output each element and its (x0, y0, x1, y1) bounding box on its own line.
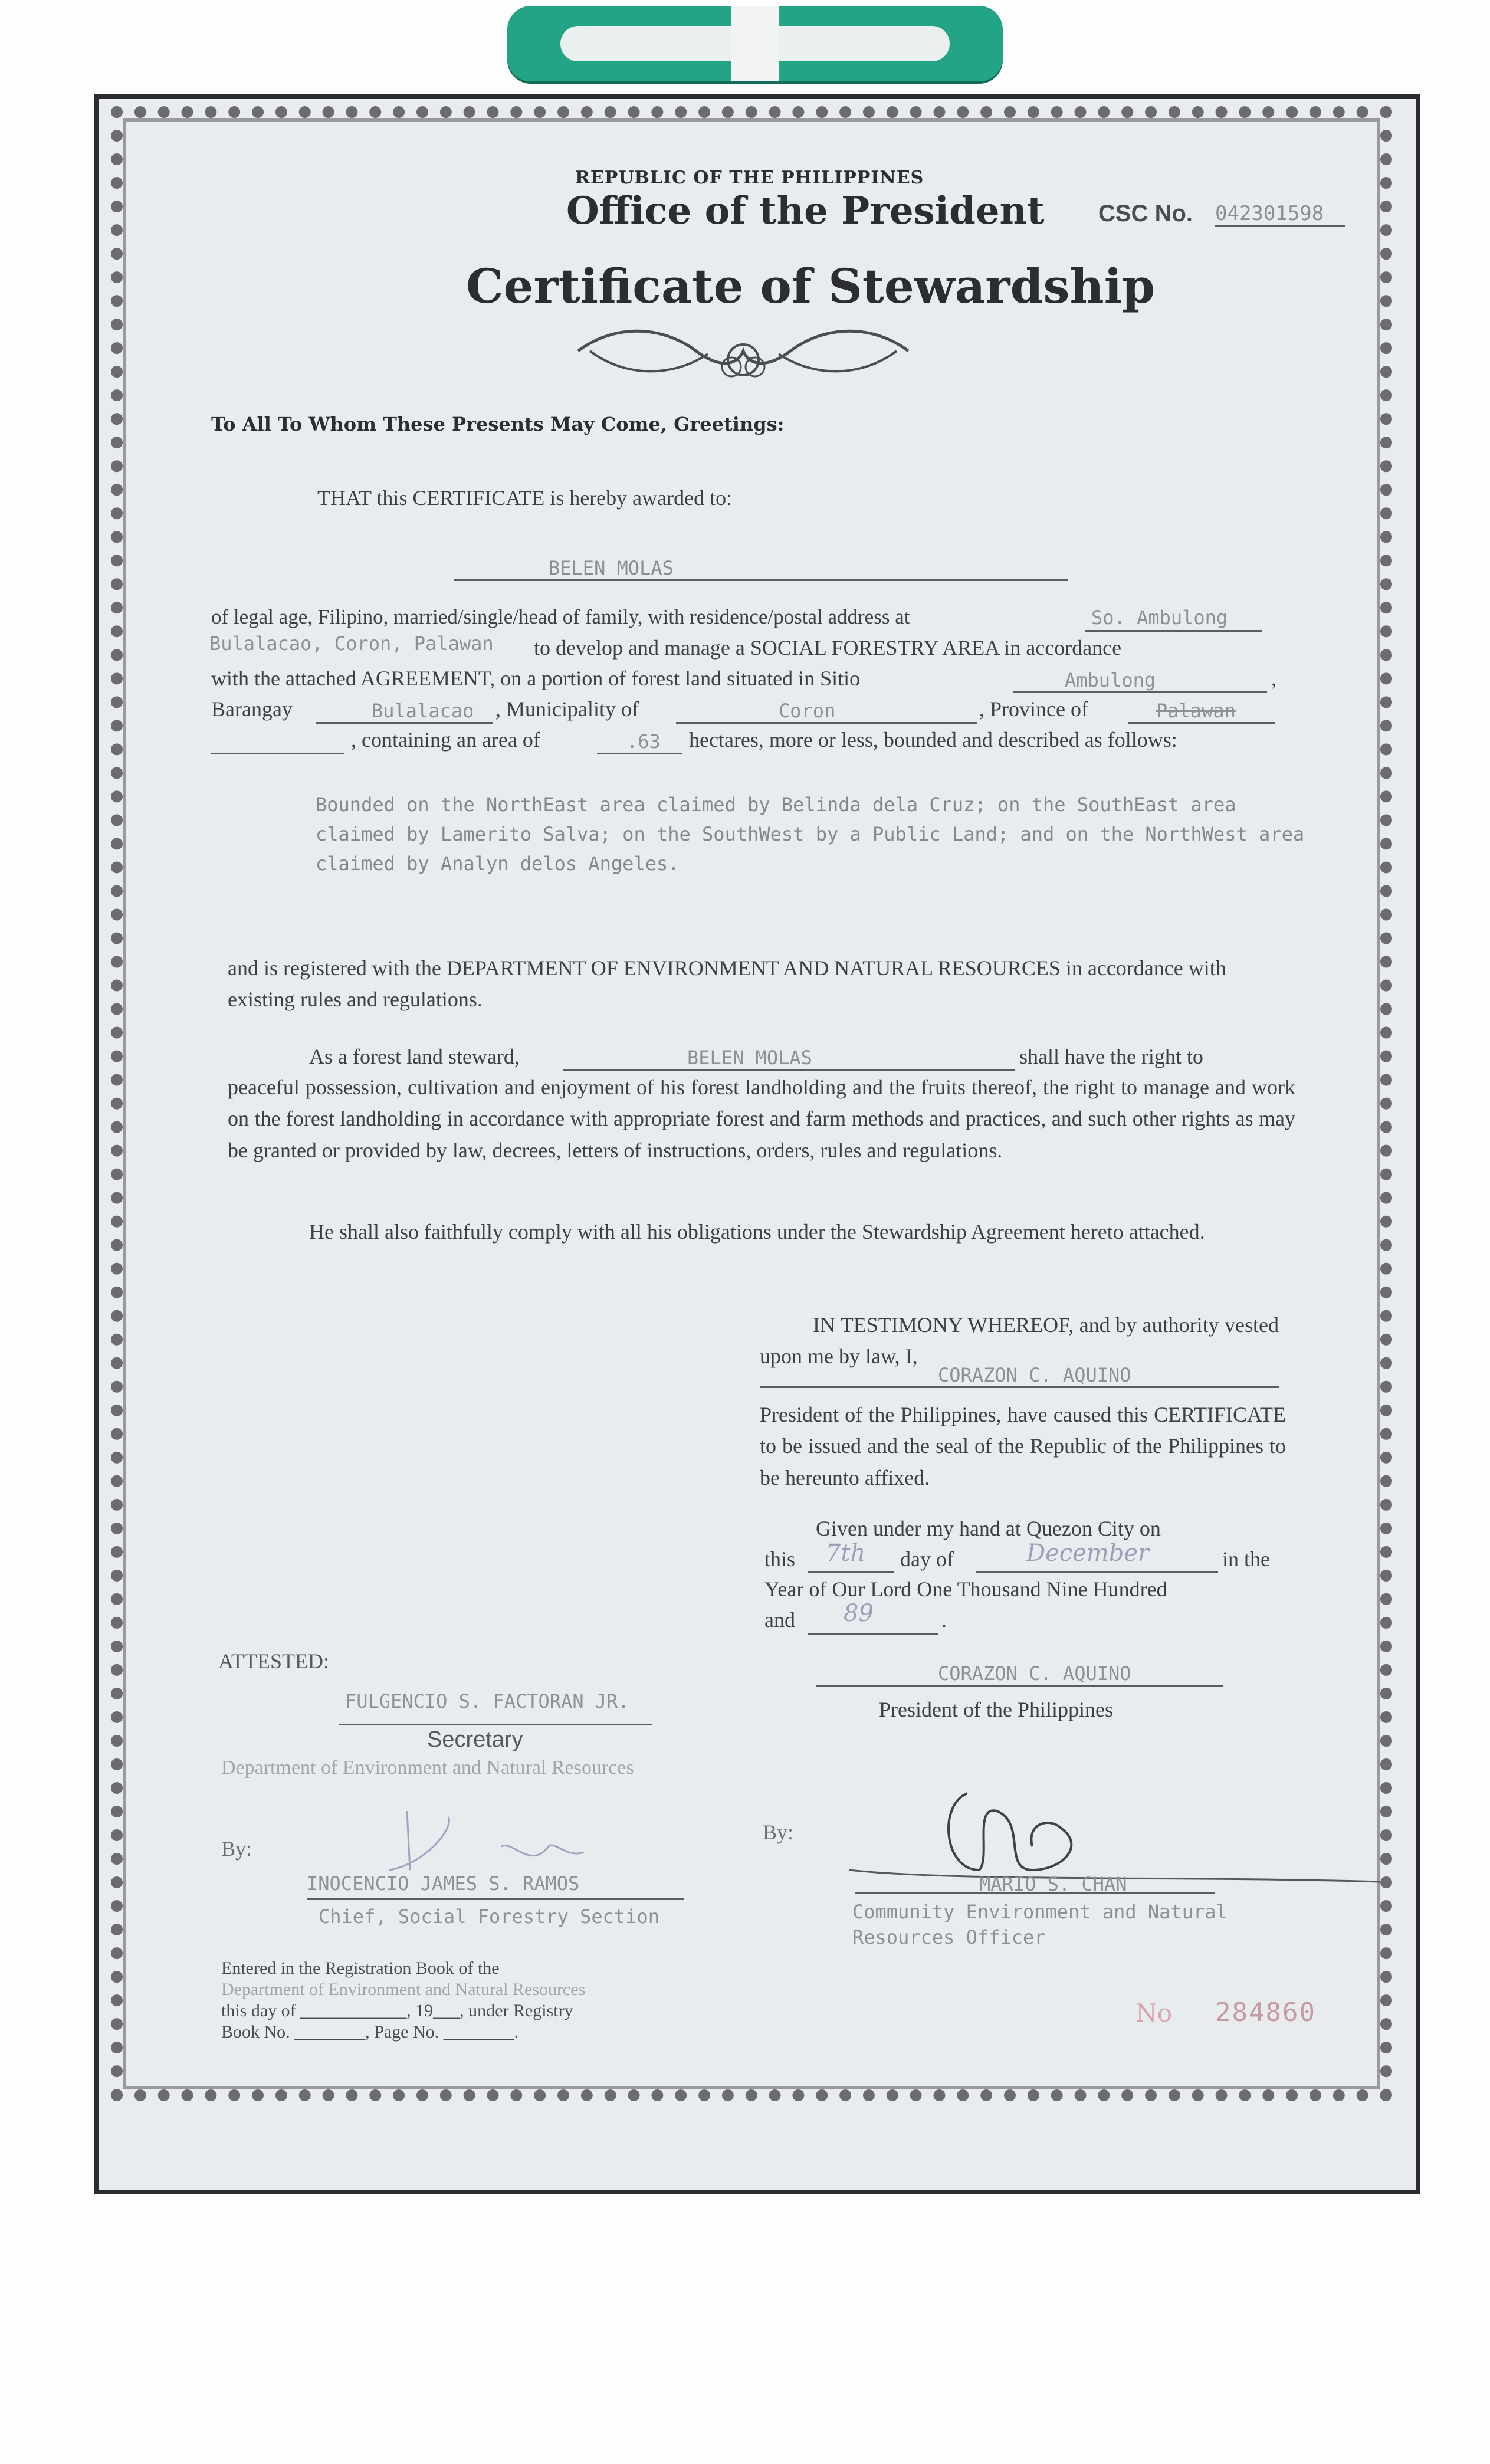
barangay-label: Barangay (211, 697, 293, 721)
province-value: Palawan (1156, 700, 1236, 722)
steward-name: BELEN MOLAS (687, 1046, 812, 1069)
area-suffix: hectares, more or less, bounded and described as follows: (689, 728, 1177, 752)
day-value: 7th (826, 1540, 866, 1567)
secretary-name: FULGENCIO S. FACTORAN JR. (345, 1690, 629, 1712)
serial-label: No (1135, 1999, 1173, 2027)
registry-line1: Entered in the Registration Book of the (221, 1958, 500, 1978)
office-title: Office of the President (566, 189, 1045, 233)
area-label: , containing an area of (351, 728, 540, 752)
serial-number: 284860 (1215, 1997, 1316, 2027)
municipality-value: Coron (779, 700, 836, 722)
department-name: Department of Environment and Natural Resources (221, 1757, 634, 1779)
registry-line3: this day of ____________, 19___, under Registry (221, 2001, 573, 2020)
testimony-text2: President of the Philippines, have caused this CERTIFICATE to be issued and the seal of the Republic of the Philippines to be hereunto affixed. (760, 1403, 1286, 1489)
steward-suffix: shall have the right to (1019, 1045, 1203, 1068)
rights-text: peaceful possession, cultivation and enjoyment of his forest landholding and the fruits thereof, the right to manage and work on the forest landholding in accordance with appropriate forest and farm methods and practices, and such other rights as may be granted or provided by law, decrees, letters of instructions, orders, rules and regulations. (228, 1075, 1295, 1162)
day-of-label: day of (900, 1547, 954, 1571)
award-intro: THAT this CERTIFICATE is hereby awarded to: (317, 486, 733, 510)
chief-signature (354, 1805, 602, 1882)
residence-text: of legal age, Filipino, married/single/head of family, with residence/postal address at (211, 605, 910, 628)
csc-label: CSC No. (1098, 201, 1193, 227)
agreement-text: with the attached AGREEMENT, on a portion of forest land situated in Sitio (211, 667, 861, 690)
president-signature-name: CORAZON C. AQUINO (938, 1662, 1131, 1685)
sitio-value: Ambulong (1065, 669, 1156, 691)
by-label-left: By: (221, 1837, 252, 1861)
testimony-text: IN TESTIMONY WHEREOF, and by authority vested upon me by law, I, (760, 1313, 1279, 1369)
address-line2: Bulalacao, Coron, Palawan (209, 632, 494, 655)
province-label: , Province of (979, 697, 1088, 721)
officer-title: Community Environment and Natural Resources Officer (852, 1901, 1228, 1949)
address-line1: So. Ambulong (1091, 606, 1228, 629)
this-label: this (764, 1547, 796, 1571)
year-value: 89 (844, 1600, 874, 1627)
ornament-flourish (566, 319, 920, 383)
registered-text: and is registered with the DEPARTMENT OF ENVIRONMENT AND NATURAL RESOURCES in accordance with existing rules and regulations. (228, 956, 1226, 1012)
boundary-description: Bounded on the NorthEast area claimed by Belinda dela Cruz; on the SouthEast area claimed by Lamerito Salva; on the SouthWest by a Public Land; and on the NorthWest area claimed by Analyn delos Angeles. (316, 793, 1305, 875)
csc-number: 042301598 (1215, 202, 1345, 227)
year-text: Year of Our Lord One Thousand Nine Hundred (764, 1577, 1167, 1601)
president-name-fill: CORAZON C. AQUINO (938, 1364, 1131, 1386)
comply-text: He shall also faithfully comply with all his obligations under the Stewardship Agreement hereto attached. (309, 1220, 1205, 1244)
in-the-label: in the (1222, 1547, 1270, 1571)
registry-line4: Book No. ________, Page No. ________. (221, 2022, 519, 2042)
barangay-value: Bulalacao (372, 700, 474, 722)
chief-name: INOCENCIO JAMES S. RAMOS (307, 1872, 580, 1895)
month-value: December (1026, 1540, 1150, 1567)
binder-clip (507, 6, 1003, 81)
develop-text: to develop and manage a SOCIAL FORESTRY AREA in accordance (534, 636, 1122, 660)
area-value: .63 (626, 730, 661, 753)
and-label: and (764, 1608, 795, 1632)
by-label-right: By: (763, 1820, 794, 1844)
officer-name: MARIO S. CHAN (979, 1873, 1127, 1895)
attested-label: ATTESTED: (218, 1649, 329, 1673)
greeting: To All To Whom These Presents May Come, Greetings: (211, 413, 785, 435)
republic-label: REPUBLIC OF THE PHILIPPINES (575, 168, 924, 188)
registry-line2: Department of Environment and Natural Resources (221, 1980, 586, 1999)
municipality-label: , Municipality of (495, 697, 639, 721)
awardee-name: BELEN MOLAS (549, 557, 674, 579)
steward-prefix: As a forest land steward, (309, 1045, 520, 1068)
chief-title: Chief, Social Forestry Section (319, 1905, 659, 1928)
certificate-title: Certificate of Stewardship (466, 258, 1156, 314)
given-text: Given under my hand at Quezon City on (816, 1517, 1161, 1540)
president-title: President of the Philippines (879, 1698, 1113, 1721)
secretary-title: Secretary (427, 1727, 523, 1752)
